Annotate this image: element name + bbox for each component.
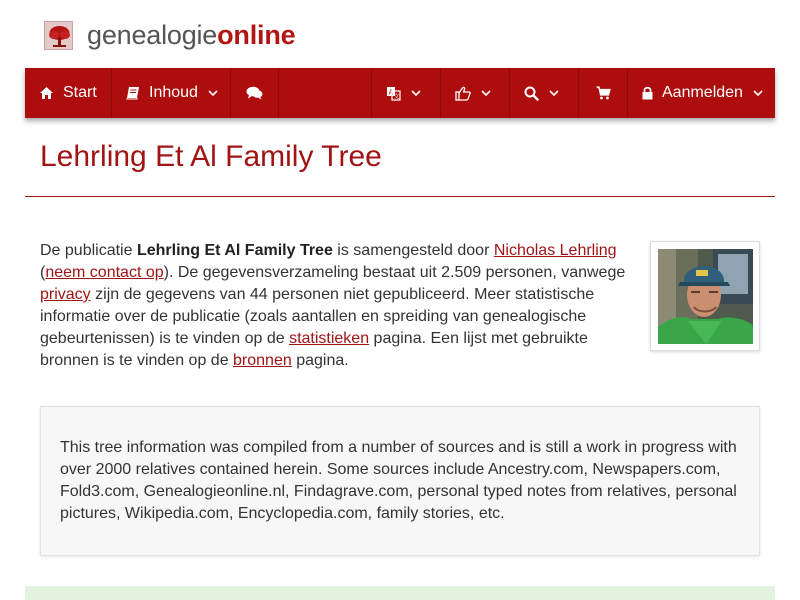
intro-text-3: ( — [40, 264, 46, 281]
book-icon — [126, 86, 140, 100]
home-icon — [39, 86, 54, 100]
logo-text-strong: online — [217, 19, 296, 50]
nav-spacer — [279, 68, 372, 118]
nav-inhoud[interactable] — [112, 68, 231, 118]
main-navbar — [25, 68, 775, 118]
thumbs-up-icon — [455, 86, 471, 101]
svg-text:文: 文 — [393, 93, 400, 100]
nav-login[interactable] — [628, 68, 775, 118]
intro-text-5: zijn de gegevens van 44 personen niet gepubliceerd. Meer statistische informatie over de publicatie (zoals aantallen en spreiding van genealogische gebeurtenissen) is te vinden op de — [40, 286, 595, 347]
chevron-down-icon — [208, 90, 218, 97]
language-icon — [386, 86, 401, 101]
author-avatar-card[interactable] — [650, 241, 760, 351]
nav-forum[interactable] — [231, 68, 279, 118]
statistics-link[interactable]: statistieken — [289, 330, 370, 347]
nav-start-label: Start — [63, 84, 97, 101]
publication-description: This tree information was compiled from a number of sources and is still a work in progress with over 2000 relatives contained herein. Some sources include Ancestry.com, Newspapers.com, Fold3.com, Genealogieonline.nl, Findagrave.com, personal typed notes from relatives, personal pictures, Wikipedia.com, Encyclopedia.com, family stories, etc. — [40, 406, 760, 556]
logo-text — [87, 20, 295, 51]
search-icon — [524, 86, 539, 101]
chevron-down-icon — [753, 90, 763, 97]
privacy-link[interactable]: privacy — [40, 286, 91, 303]
intro-text-7: pagina. — [291, 352, 349, 369]
svg-text:A: A — [388, 88, 394, 96]
sources-link[interactable]: bronnen — [233, 352, 292, 369]
site-logo[interactable] — [44, 18, 295, 52]
comments-icon — [246, 86, 263, 100]
nav-login-label: Aanmelden — [662, 84, 743, 101]
nav-search[interactable] — [510, 68, 579, 118]
intro-text-1: De publicatie — [40, 242, 137, 259]
title-divider — [25, 196, 775, 197]
logo-text-light: genealogie — [87, 19, 218, 50]
cart-icon — [596, 86, 611, 100]
lock-icon — [642, 86, 653, 100]
page-title: Lehrling Et Al Family Tree — [40, 140, 382, 173]
nav-inhoud-label: Inhoud — [149, 84, 198, 101]
tree-logo-icon — [44, 21, 73, 50]
chevron-down-icon — [549, 90, 559, 97]
nav-start[interactable] — [25, 68, 112, 118]
publication-name: Lehrling Et Al Family Tree — [136, 242, 333, 259]
publication-intro — [40, 240, 630, 372]
contact-link[interactable]: neem contact op — [45, 264, 164, 281]
chevron-down-icon — [411, 90, 421, 97]
nav-shop[interactable] — [579, 68, 628, 118]
avatar — [658, 249, 753, 344]
intro-text-2: is samengesteld door — [332, 242, 494, 259]
nav-language[interactable] — [372, 68, 441, 118]
author-link[interactable]: Nicholas Lehrling — [493, 242, 617, 259]
notice-bar — [25, 586, 775, 600]
intro-text-4: ). De gegevensverzameling bestaat uit 2.509 personen, vanwege — [163, 264, 626, 281]
nav-recommend[interactable] — [441, 68, 510, 118]
intro-text-6: pagina. Een lijst met gebruikte bronnen is te vinden op de — [40, 330, 588, 369]
chevron-down-icon — [481, 90, 491, 97]
